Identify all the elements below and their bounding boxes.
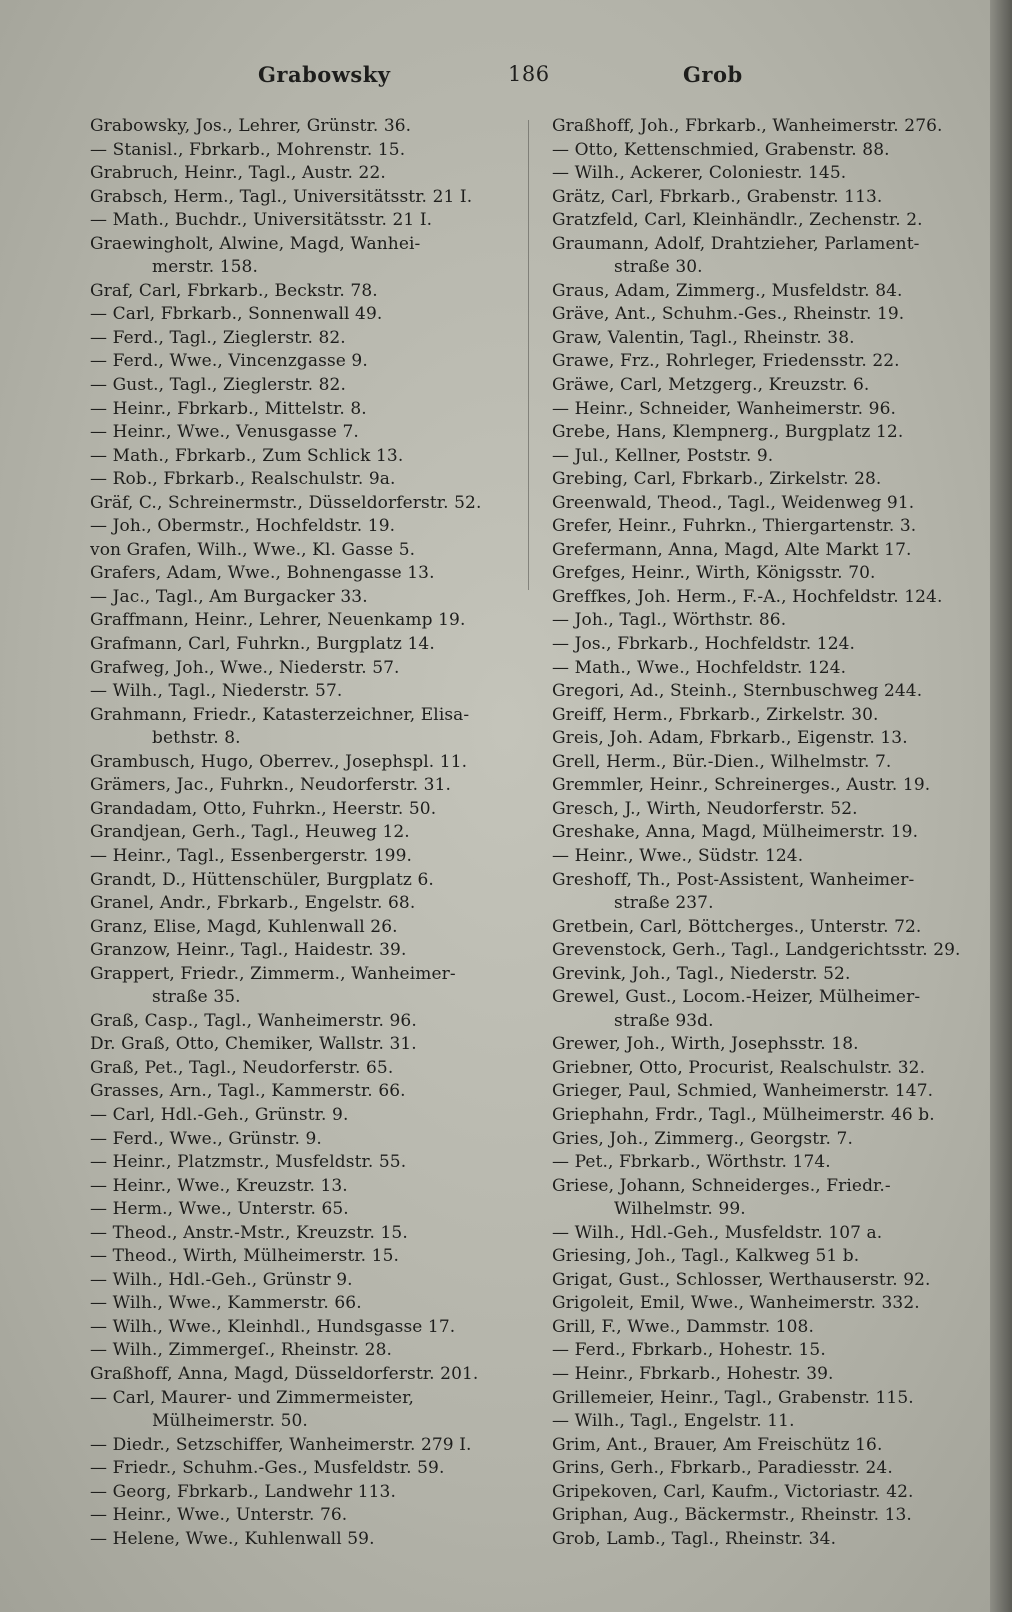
page-number: 186 <box>508 62 550 86</box>
directory-entry: — Jac., Tagl., Am Burgacker 33. <box>90 586 368 607</box>
directory-entry: — Gust., Tagl., Zieglerstr. 82. <box>90 375 346 396</box>
directory-entry: — Wilh., Wwe., Kammerstr. 66. <box>90 1293 362 1314</box>
directory-entry: Grahmann, Friedr., Katasterzeichner, Elisa- <box>90 704 470 725</box>
directory-entry-continuation: Mülheimerstr. 50. <box>152 1411 308 1432</box>
directory-entry: — Georg, Fbrkarb., Landwehr 113. <box>90 1481 396 1502</box>
directory-entry: Grigoleit, Emil, Wwe., Wanheimerstr. 332. <box>552 1293 920 1314</box>
directory-entry: Grins, Gerh., Fbrkarb., Paradiesstr. 24. <box>552 1458 893 1479</box>
page-spine-shadow <box>990 0 1012 1612</box>
directory-entry: Grabruch, Heinr., Tagl., Austr. 22. <box>90 163 386 184</box>
directory-entry: Griesing, Joh., Tagl., Kalkweg 51 b. <box>552 1246 860 1267</box>
directory-entry: Grim, Ant., Brauer, Am Freischütz 16. <box>552 1434 883 1455</box>
directory-entry: Grigat, Gust., Schlosser, Werthauserstr. 92. <box>552 1269 931 1290</box>
directory-entry: Grappert, Friedr., Zimmerm., Wanheimer- <box>90 963 456 984</box>
directory-entry: — Heinr., Platzmstr., Musfeldstr. 55. <box>90 1152 407 1173</box>
directory-entry: Gripekoven, Carl, Kaufm., Victoriastr. 42. <box>552 1481 914 1502</box>
directory-entry: Graßhoff, Joh., Fbrkarb., Wanheimerstr. 276. <box>552 116 943 136</box>
directory-entry: Gräwe, Carl, Metzgerg., Kreuzstr. 6. <box>552 375 870 396</box>
directory-entry: Grabsch, Herm., Tagl., Universitätsstr. 21 I. <box>90 186 473 207</box>
directory-entry: — Wilh., Hdl.-Geh., Grünstr 9. <box>90 1269 353 1290</box>
directory-entry: von Grafen, Wilh., Wwe., Kl. Gasse 5. <box>90 539 416 560</box>
directory-entry: — Heinr., Wwe., Unterstr. 76. <box>90 1505 348 1526</box>
directory-entry: — Rob., Fbrkarb., Realschulstr. 9a. <box>90 469 396 490</box>
directory-entry: — Stanisl., Fbrkarb., Mohrenstr. 15. <box>90 139 406 160</box>
directory-entry: — Carl, Maurer- und Zimmermeister, <box>90 1387 415 1408</box>
right-column <box>552 115 988 1551</box>
directory-entry: Grieger, Paul, Schmied, Wanheimerstr. 147. <box>552 1081 934 1102</box>
directory-entry: — Math., Wwe., Hochfeldstr. 124. <box>552 657 847 678</box>
directory-entry: — Wilh., Wwe., Kleinhdl., Hundsgasse 17. <box>90 1316 456 1337</box>
directory-entry: — Theod., Anstr.-Mstr., Kreuzstr. 15. <box>90 1222 408 1243</box>
directory-entry: Grewer, Joh., Wirth, Josephsstr. 18. <box>552 1034 859 1055</box>
directory-entry: Grillemeier, Heinr., Tagl., Grabenstr. 115. <box>552 1387 914 1408</box>
directory-entry: — Heinr., Wwe., Südstr. 124. <box>552 845 804 866</box>
directory-entry: Graßhoff, Anna, Magd, Düsseldorferstr. 201. <box>90 1363 479 1384</box>
directory-entry: Dr. Graß, Otto, Chemiker, Wallstr. 31. <box>90 1034 417 1055</box>
directory-entry: — Wilh., Tagl., Niederstr. 57. <box>90 681 343 702</box>
directory-entry: — Ferd., Tagl., Zieglerstr. 82. <box>90 327 346 348</box>
directory-entry: — Heinr., Tagl., Essenbergerstr. 199. <box>90 845 413 866</box>
directory-entry: Graffmann, Heinr., Lehrer, Neuenkamp 19. <box>90 610 466 631</box>
directory-entry: Grasses, Arn., Tagl., Kammerstr. 66. <box>90 1081 406 1102</box>
column-divider <box>528 120 529 590</box>
directory-entry: — Carl, Fbrkarb., Sonnenwall 49. <box>90 304 383 325</box>
directory-entry: Greenwald, Theod., Tagl., Weidenweg 91. <box>552 492 915 513</box>
directory-entry: — Heinr., Wwe., Venusgasse 7. <box>90 422 359 443</box>
page-header <box>90 62 940 98</box>
directory-entry: Grambusch, Hugo, Oberrev., Josephspl. 11. <box>90 751 468 772</box>
directory-entry: Grewel, Gust., Locom.-Heizer, Mülheimer- <box>552 987 921 1008</box>
directory-entry: — Heinr., Fbrkarb., Mittelstr. 8. <box>90 398 367 419</box>
directory-entry: Griese, Johann, Schneiderges., Friedr.- <box>552 1175 891 1196</box>
directory-entry: — Diedr., Setzschiffer, Wanheimerstr. 279 I. <box>90 1434 472 1455</box>
directory-entry: Grandjean, Gerh., Tagl., Heuweg 12. <box>90 822 410 843</box>
directory-entry: Gräve, Ant., Schuhm.-Ges., Rheinstr. 19. <box>552 304 905 325</box>
directory-entry: Graß, Pet., Tagl., Neudorferstr. 65. <box>90 1057 394 1078</box>
directory-entry: Granel, Andr., Fbrkarb., Engelstr. 68. <box>90 893 416 914</box>
directory-entry: — Ferd., Wwe., Vincenzgasse 9. <box>90 351 368 372</box>
directory-entry: Grebing, Carl, Fbrkarb., Zirkelstr. 28. <box>552 469 882 490</box>
directory-entry: Gregori, Ad., Steinh., Sternbuschweg 244. <box>552 681 923 702</box>
directory-entry: Griebner, Otto, Procurist, Realschulstr. 32. <box>552 1057 926 1078</box>
directory-entry: Grebe, Hans, Klempnerg., Burgplatz 12. <box>552 422 904 443</box>
directory-entry: Gräf, C., Schreinermstr., Düsseldorferstr. 52. <box>90 492 482 513</box>
directory-entry: Grafmann, Carl, Fuhrkn., Burgplatz 14. <box>90 634 435 655</box>
directory-entry: Greiff, Herm., Fbrkarb., Zirkelstr. 30. <box>552 704 879 725</box>
directory-entry: Grafweg, Joh., Wwe., Niederstr. 57. <box>90 657 400 678</box>
header-left-keyword: Grabowsky <box>258 62 391 87</box>
directory-entry: — Carl, Hdl.-Geh., Grünstr. 9. <box>90 1104 349 1125</box>
directory-entry: Grill, F., Wwe., Dammstr. 108. <box>552 1316 814 1337</box>
directory-entry: Granzow, Heinr., Tagl., Haidestr. 39. <box>90 940 407 961</box>
directory-entry-continuation: straße 35. <box>152 987 241 1008</box>
directory-entry: — Joh., Obermstr., Hochfeldstr. 19. <box>90 516 396 537</box>
directory-entry: — Jul., Kellner, Poststr. 9. <box>552 445 774 466</box>
directory-entry: Graus, Adam, Zimmerg., Musfeldstr. 84. <box>552 280 903 301</box>
directory-entry: Grafers, Adam, Wwe., Bohnengasse 13. <box>90 563 435 584</box>
directory-entry: Grell, Herm., Bür.-Dien., Wilhelmstr. 7. <box>552 751 892 772</box>
directory-entry: — Wilh., Zimmergeſ., Rheinstr. 28. <box>90 1340 392 1361</box>
directory-entry: Grabowsky, Jos., Lehrer, Grünstr. 36. <box>90 116 412 136</box>
directory-entry: — Theod., Wirth, Mülheimerstr. 15. <box>90 1246 400 1267</box>
left-column <box>90 115 520 1551</box>
directory-entry: — Herm., Wwe., Unterstr. 65. <box>90 1199 349 1220</box>
directory-entry: Grefer, Heinr., Fuhrkn., Thiergartenstr. 3. <box>552 516 917 537</box>
directory-entry: — Helene, Wwe., Kuhlenwall 59. <box>90 1528 375 1549</box>
directory-entry: Grätz, Carl, Fbrkarb., Grabenstr. 113. <box>552 186 883 207</box>
directory-entry: Greshake, Anna, Magd, Mülheimerstr. 19. <box>552 822 919 843</box>
directory-entry: Graß, Casp., Tagl., Wanheimerstr. 96. <box>90 1010 417 1031</box>
directory-entry: Grefges, Heinr., Wirth, Königsstr. 70. <box>552 563 876 584</box>
directory-entry-continuation: straße 93d. <box>614 1010 714 1031</box>
directory-entry: — Pet., Fbrkarb., Wörthstr. 174. <box>552 1152 831 1173</box>
directory-entry: Gretbein, Carl, Böttcherges., Unterstr. 72. <box>552 916 922 937</box>
directory-entry: — Wilh., Ackerer, Coloniestr. 145. <box>552 163 847 184</box>
directory-entry-continuation: straße 30. <box>614 257 703 278</box>
directory-entry: Grob, Lamb., Tagl., Rheinstr. 34. <box>552 1528 837 1549</box>
directory-entry: — Joh., Tagl., Wörthstr. 86. <box>552 610 787 631</box>
directory-entry: Gresch, J., Wirth, Neudorferstr. 52. <box>552 798 858 819</box>
directory-entry: Granz, Elise, Magd, Kuhlenwall 26. <box>90 916 398 937</box>
directory-entry: Gries, Joh., Zimmerg., Georgstr. 7. <box>552 1128 853 1149</box>
directory-entry: Graf, Carl, Fbrkarb., Beckstr. 78. <box>90 280 378 301</box>
directory-entry: Greshoff, Th., Post-Assistent, Wanheimer- <box>552 869 915 890</box>
directory-entry: Grandadam, Otto, Fuhrkn., Heerstr. 50. <box>90 798 437 819</box>
directory-entry-continuation: straße 237. <box>614 893 714 914</box>
directory-entry: Grevenstock, Gerh., Tagl., Landgerichtsstr. 29. <box>552 940 961 961</box>
directory-entry: Graw, Valentin, Tagl., Rheinstr. 38. <box>552 327 855 348</box>
directory-entry: Gratzfeld, Carl, Kleinhändlr., Zechenstr. 2. <box>552 210 923 231</box>
directory-entry: — Ferd., Wwe., Grünstr. 9. <box>90 1128 322 1149</box>
directory-entry: Greffkes, Joh. Herm., F.-A., Hochfeldstr. 124. <box>552 586 943 607</box>
directory-entry-continuation: Wilhelmstr. 99. <box>614 1199 746 1220</box>
directory-entry: Griephahn, Frdr., Tagl., Mülheimerstr. 46 b. <box>552 1104 935 1125</box>
directory-entry: — Friedr., Schuhm.-Ges., Musfeldstr. 59. <box>90 1458 445 1479</box>
directory-entry: — Heinr., Fbrkarb., Hohestr. 39. <box>552 1363 834 1384</box>
directory-entry: Griphan, Aug., Bäckermstr., Rheinstr. 13. <box>552 1505 912 1526</box>
header-right-keyword: Grob <box>683 62 743 87</box>
directory-entry: — Jos., Fbrkarb., Hochfeldstr. 124. <box>552 634 856 655</box>
directory-entry: Gremmler, Heinr., Schreinerges., Austr. 19. <box>552 775 931 796</box>
directory-entry: Graewingholt, Alwine, Magd, Wanhei- <box>90 233 421 254</box>
directory-entry: — Math., Fbrkarb., Zum Schlick 13. <box>90 445 404 466</box>
directory-entry: Greis, Joh. Adam, Fbrkarb., Eigenstr. 13. <box>552 728 908 749</box>
directory-entry: — Heinr., Wwe., Kreuzstr. 13. <box>90 1175 348 1196</box>
directory-entry-continuation: merstr. 158. <box>152 257 258 278</box>
directory-entry: — Otto, Kettenschmied, Grabenstr. 88. <box>552 139 890 160</box>
directory-entry: Grämers, Jac., Fuhrkn., Neudorferstr. 31. <box>90 775 452 796</box>
directory-entry: — Wilh., Hdl.-Geh., Musfeldstr. 107 a. <box>552 1222 883 1243</box>
directory-entry: Grefermann, Anna, Magd, Alte Markt 17. <box>552 539 912 560</box>
directory-entry: Graumann, Adolf, Drahtzieher, Parlament- <box>552 233 920 254</box>
directory-entry: Grandt, D., Hüttenschüler, Burgplatz 6. <box>90 869 434 890</box>
directory-entry: — Ferd., Fbrkarb., Hohestr. 15. <box>552 1340 826 1361</box>
directory-entry: — Wilh., Tagl., Engelstr. 11. <box>552 1411 795 1432</box>
directory-entry: — Heinr., Schneider, Wanheimerstr. 96. <box>552 398 897 419</box>
directory-entry: Grawe, Frz., Rohrleger, Friedensstr. 22. <box>552 351 900 372</box>
directory-entry: — Math., Buchdr., Universitätsstr. 21 I. <box>90 210 433 231</box>
directory-entry: Grevink, Joh., Tagl., Niederstr. 52. <box>552 963 851 984</box>
directory-entry-continuation: bethstr. 8. <box>152 728 241 749</box>
